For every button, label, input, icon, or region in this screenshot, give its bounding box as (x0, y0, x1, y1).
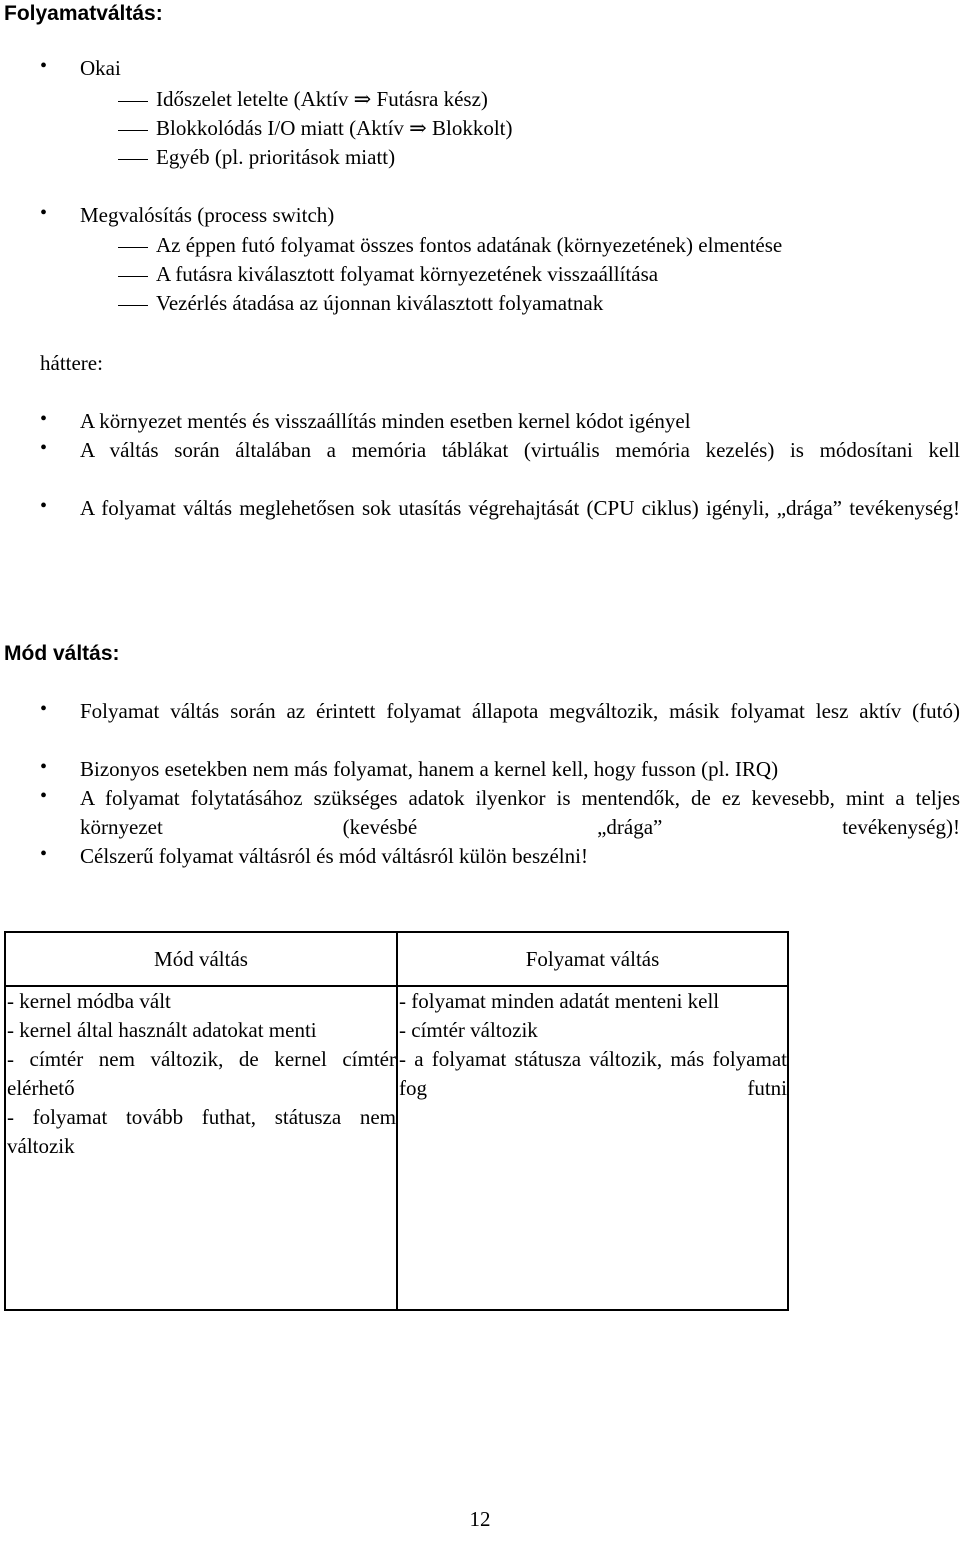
table-cell-modvaltas (5, 986, 397, 1310)
dash-icon (118, 247, 148, 248)
comparison-table (4, 931, 789, 1311)
dash-icon (118, 159, 148, 160)
bullet-icon: • (40, 785, 48, 807)
modvaltas-item: A folyamat folytatásához szükséges adatok ilyenkor is mentendők, de ez kevesebb, mint a teljes környezet (kevésbé „drága” tevékenység)! (80, 786, 960, 839)
table-item: - kernel által használt adatokat menti (7, 1018, 317, 1042)
dash-icon (118, 305, 148, 306)
megvalositas-item: Vezérlés átadása az újonnan kiválasztott folyamatnak (156, 291, 604, 315)
bullet-icon: • (40, 495, 48, 517)
bullet-icon: • (40, 55, 48, 77)
bullet-icon: • (40, 202, 48, 224)
table-cell-folyamatvaltas (397, 986, 788, 1310)
hattere-item: A környezet mentés és visszaállítás minden esetben kernel kódot igényel (80, 409, 691, 433)
table-item: - kernel módba vált (7, 989, 171, 1013)
table-item: - a folyamat státusza változik, más folyamat fog futni (399, 1047, 787, 1100)
bullet-icon: • (40, 408, 48, 430)
bullet-icon: • (40, 843, 48, 865)
bullet-icon: • (40, 698, 48, 720)
hattere-label: háttere: (40, 351, 103, 375)
bullet-icon: • (40, 437, 48, 459)
modvaltas-item: Folyamat váltás során az érintett folyamat állapota megváltozik, másik folyamat lesz aktív (futó) (80, 699, 960, 723)
dash-icon (118, 276, 148, 277)
okai-item: Időszelet letelte (Aktív ⇒ Futásra kész) (156, 87, 488, 111)
megvalositas-label: Megvalósítás (process switch) (80, 203, 335, 227)
section-heading-folyamatvaltas: Folyamatváltás: (4, 2, 163, 25)
bullet-icon: • (40, 756, 48, 778)
section-heading-modvaltas: Mód váltás: (4, 642, 120, 665)
dash-icon (118, 101, 148, 102)
okai-item: Egyéb (pl. prioritások miatt) (156, 145, 396, 169)
table-item: - címtér nem változik, de kernel címtér elérhető (7, 1047, 396, 1100)
dash-icon (118, 130, 148, 131)
page-number: 12 (469, 1507, 491, 1531)
table-item: - címtér változik (399, 1018, 538, 1042)
hattere-item: A váltás során általában a memória táblákat (virtuális memória kezelés) is módosítani kell (80, 438, 960, 462)
hattere-item: A folyamat váltás meglehetősen sok utasítás végrehajtását (CPU ciklus) igényli, „drága” tevékenység! (80, 496, 960, 520)
table-header-folyamatvaltas: Folyamat váltás (397, 932, 788, 986)
modvaltas-item: Bizonyos esetekben nem más folyamat, hanem a kernel kell, hogy fusson (pl. IRQ) (80, 757, 779, 781)
megvalositas-item: Az éppen futó folyamat összes fontos adatának (környezetének) elmentése (156, 233, 783, 257)
okai-label: Okai (80, 56, 121, 80)
table-item: - folyamat tovább futhat, státusza nem változik (7, 1105, 396, 1158)
modvaltas-item: Célszerű folyamat váltásról és mód váltásról külön beszélni! (80, 844, 588, 868)
megvalositas-item: A futásra kiválasztott folyamat környezetének visszaállítása (156, 262, 659, 286)
okai-item: Blokkolódás I/O miatt (Aktív ⇒ Blokkolt) (156, 116, 513, 140)
table-header-modvaltas: Mód váltás (5, 932, 397, 986)
table-item: - folyamat minden adatát menteni kell (399, 989, 720, 1013)
